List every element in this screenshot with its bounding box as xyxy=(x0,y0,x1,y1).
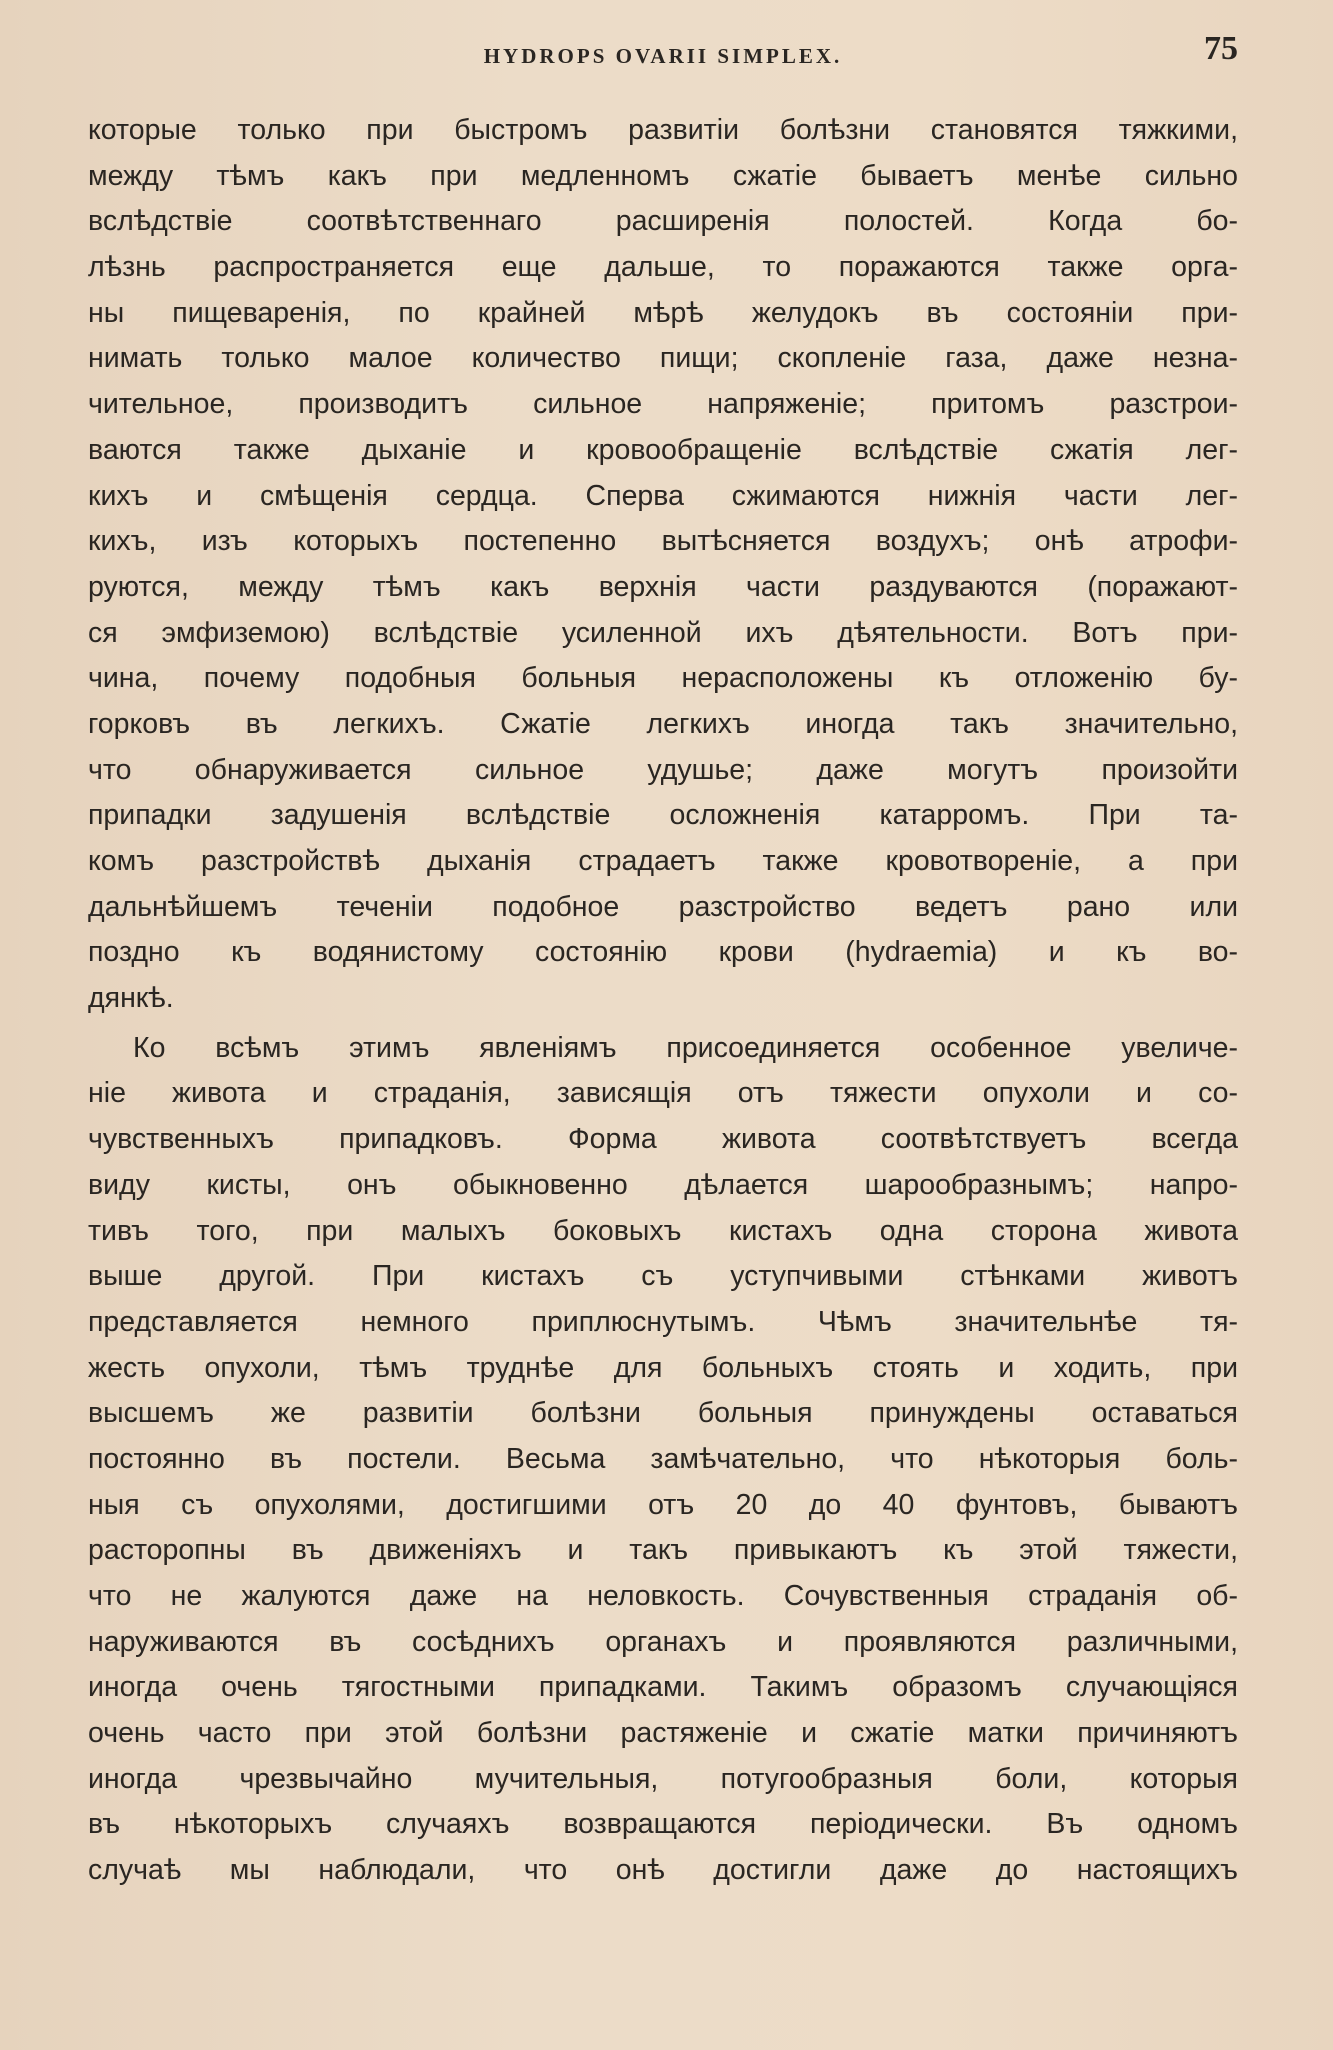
text-line: нимать только малое количество пищи; скопленiе газа, даже незна- xyxy=(88,342,1238,375)
text-line: наруживаются въ сосѣднихъ органахъ и проявляются различными, xyxy=(88,1625,1238,1658)
text-line: постоянно въ постели. Весьма замѣчательно, что нѣкоторыя боль- xyxy=(88,1442,1238,1475)
text-line: дальнѣйшемъ теченiи подобное разстройство ведетъ рано или xyxy=(88,890,1238,923)
text-line: между тѣмъ какъ при медленномъ сжатiе бываетъ менѣе сильно xyxy=(88,159,1238,192)
running-title: HYDROPS OVARII SIMPLEX. xyxy=(483,44,843,68)
text-line: ваются также дыханiе и кровообращенiе вслѣдствiе сжатiя лег- xyxy=(88,433,1238,466)
text-line: кихъ и смѣщенiя сердца. Сперва сжимаются нижнiя части лег- xyxy=(88,479,1238,512)
text-line: виду кисты, онъ обыкновенно дѣлается шарообразнымъ; напро- xyxy=(88,1168,1238,1201)
text-line: припадки задушенiя вслѣдствiе осложненiя катарромъ. При та- xyxy=(88,799,1238,832)
text-line: нiе живота и страданiя, зависящiя отъ тяжести опухоли и со- xyxy=(88,1077,1238,1110)
page-number: 75 xyxy=(1204,30,1238,67)
paragraph-start-line: Ко всѣмъ этимъ явленiямъ присоединяется особенное увеличе- xyxy=(133,1031,1238,1064)
text-line: представляется немного приплюснутымъ. Чѣмъ значительнѣе тя- xyxy=(88,1305,1238,1338)
text-line: ныя съ опухолями, достигшими отъ 20 до 40 фунтовъ, бываютъ xyxy=(88,1488,1238,1521)
text-line: случаѣ мы наблюдали, что онѣ достигли даже до настоящихъ xyxy=(88,1854,1238,1887)
text-line: лѣзнь распространяется еще дальше, то поражаются также орга- xyxy=(88,251,1238,284)
text-line: иногда очень тягостными припадками. Такимъ образомъ случающiяся xyxy=(88,1671,1238,1704)
text-line: ны пищеваренiя, по крайней мѣрѣ желудокъ въ состоянiи при- xyxy=(88,296,1238,329)
text-line: чувственныхъ припадковъ. Форма живота соотвѣтствуетъ всегда xyxy=(88,1123,1238,1156)
text-line: жесть опухоли, тѣмъ труднѣе для больныхъ стоять и ходить, при xyxy=(88,1351,1238,1384)
text-line: ся эмфиземою) вслѣдствiе усиленной ихъ дѣятельности. Вотъ при- xyxy=(88,616,1238,649)
text-line: выше другой. При кистахъ съ уступчивыми стѣнками животъ xyxy=(88,1260,1238,1293)
text-line: которые только при быстромъ развитiи болѣзни становятся тяжкими, xyxy=(88,114,1238,146)
text-line: чительное, производитъ сильное напряженiе; притомъ разстрои- xyxy=(88,388,1238,421)
text-line: въ нѣкоторыхъ случаяхъ возвращаются перiодически. Въ одномъ xyxy=(88,1808,1238,1841)
text-line: что не жалуются даже на неловкость. Сочувственныя страданiя об- xyxy=(88,1580,1238,1612)
text-line: что обнаруживается сильное удушье; даже могутъ произойти xyxy=(88,753,1238,786)
text-line: высшемъ же развитiи болѣзни больныя принуждены оставаться xyxy=(88,1397,1238,1430)
page-header xyxy=(88,30,1238,80)
text-line: руются, между тѣмъ какъ верхнiя части раздуваются (поражают- xyxy=(88,570,1238,603)
text-line: горковъ въ легкихъ. Сжатiе легкихъ иногда такъ значительно, xyxy=(88,707,1238,740)
text-line: тивъ того, при малыхъ боковыхъ кистахъ одна сторона живота xyxy=(88,1214,1238,1247)
text-line: поздно къ водянистому состоянiю крови (hydraemia) и къ во- xyxy=(88,936,1238,969)
text-line: комъ разстройствѣ дыханiя страдаетъ также кровотворенiе, а при xyxy=(88,845,1238,877)
body-text xyxy=(88,108,1238,1894)
text-line: очень часто при этой болѣзни растяженiе и сжатiе матки причиняютъ xyxy=(88,1717,1238,1750)
text-line: вслѣдствiе соотвѣтственнаго расширенiя полостей. Когда бо- xyxy=(88,205,1238,238)
text-line: расторопны въ движенiяхъ и такъ привыкаютъ къ этой тяжести, xyxy=(88,1534,1238,1567)
text-line: чина, почему подобныя больныя нерасположены къ отложенiю бу- xyxy=(88,662,1238,695)
paragraph-end-line: дянкѣ. xyxy=(88,982,174,1015)
text-line: иногда чрезвычайно мучительныя, потугообразныя боли, которыя xyxy=(88,1762,1238,1795)
text-line: кихъ, изъ которыхъ постепенно вытѣсняется воздухъ; онѣ атрофи- xyxy=(88,525,1238,558)
